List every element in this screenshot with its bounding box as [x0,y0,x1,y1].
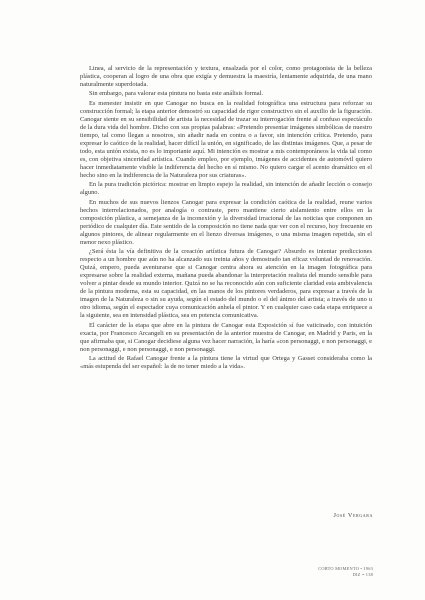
paragraph-1: Linea, al servicio de la representación y textura, ensalzada por el color, como protagonista de la belleza plástica, cooperan al logro de una obra que exigía y demuestra la maestría, lentamente adquirida, de una mano naturalmente superdotada. [80,65,372,89]
paragraph-7: El carácter de la etapa que abre en la pintura de Canogar esta Exposición sí fue vaticinado, con intuición exacta, por Francesco Arcangeli en su presentación de la anterior muestra de Canogar, en Madrid y Paris, en la que afirmaba que, si Canogar decidiese alguna vez hacer narración, la haría «con personaggi, e non personaggi, e non personaggi, e non personaggi, e non personaggi. [80,321,372,353]
paragraph-5: En muchos de sus nuevos lienzos Canogar para expresar la condición caótica de la realidad, reune varios hechos interrelacionados, por analogía o contraste, pero mantiene cierto aislamiento entre ellos en la composición plástica, a semejanza de la inconexión y la diversidad irracional de las noticias que componen un periódico de cualquier día. Este sentido de la composición no tiene nada que ver con el recurso, hoy frecuente en algunos pintores, de alinear regularmente en el lienzo diversas imágenes, o una misma imagen repetida, sin el menor nexo plástico. [80,198,372,246]
page-footer [318,566,373,578]
author-signature: José Vergara [333,512,373,519]
paragraph-6: ¿Será ésta la vía definitiva de la creación artística futura de Canogar? Absurdo es intentar predicciones respecto a un hombre que aún no ha alcanzado sus treinta años y demostrado tan eficaz voluntad de renovación. Quizá, empero, pueda aventurarse que si Canogar centra ahora su atención en la imagen fotográfica para expresarse sobre la realidad externa, mañana pueda abandonar la interpretación realista del mundo sensible para volver a pintar desde su mundo interior. Quizá no se ha reconocido aún con suficiente claridad esta ambivalencia de la pintura moderna, esta su capacidad, en las manos de los pintores verdaderos, para expresar a través de la imagen de la Naturaleza o sin su ayuda, según el estado del mundo o el del ánimo del artista; a través de uno u otro idioma, según el espectador cuya comunicación anhela el pintor. Y en cualquier caso cada etapa enriquece a la siguiente, sea en intensidad plástica, sea en potencia comunicativa. [80,247,372,320]
paragraph-2: Sin embargo, para valorar esta pintura no basta este análisis formal. [89,90,263,98]
article-body [80,65,372,372]
paragraph-8: La actitud de Rafael Canogar frente a la pintura tiene la virtud que Ortega y Gasset consideraba como la «más estupenda del ser español: la de no tener miedo a la vida». [80,354,372,370]
paragraph-3: Es menester insistir en que Canogar no busca en la realidad fotográfica una estructura para reforzar su construcción formal; la etapa anterior demostró su capacidad de rigor constructivo sin el auxilio de la figuración. Canogar siente en su sensibilidad de artista la necesidad de trazar su interrogación frente al confuso espectáculo de la dura vida del hombre. Dicho con sus propias palabras: «Pretendo presentar imágenes simbólicas de nuestro tiempo, tal como llegan a nosotros, sin añadir nada en contra o a favor, sin intención crítica. Pretendo, para expresar lo caótico de la realidad, hacer difícil la unión, en significado, de las distintas imágenes. Que, a pesar de todo, esta unión exista, no es lo importante aquí. Mi intención es mostrar a mis contemporáneos la vida tal como es, con objetiva sinceridad artística. Cuando empleo, por ejemplo, imágenes de accidentes de automóvil quiero hacer inmediatamente visible la indiferencia del hecho en sí mismo. No quiero cargar el acento dramático en el hecho sino en la indiferencia de la Naturaleza por sus criaturas». [80,99,372,179]
page-code: DIZ = 138 [352,572,373,577]
publication-line: CORTO MOMENTO • 1963 [318,566,373,571]
paragraph-4: En la pura tradición pictórica: mostrar en limpio espejo la realidad, sin intención de añadir lección o consejo alguno. [80,181,372,197]
